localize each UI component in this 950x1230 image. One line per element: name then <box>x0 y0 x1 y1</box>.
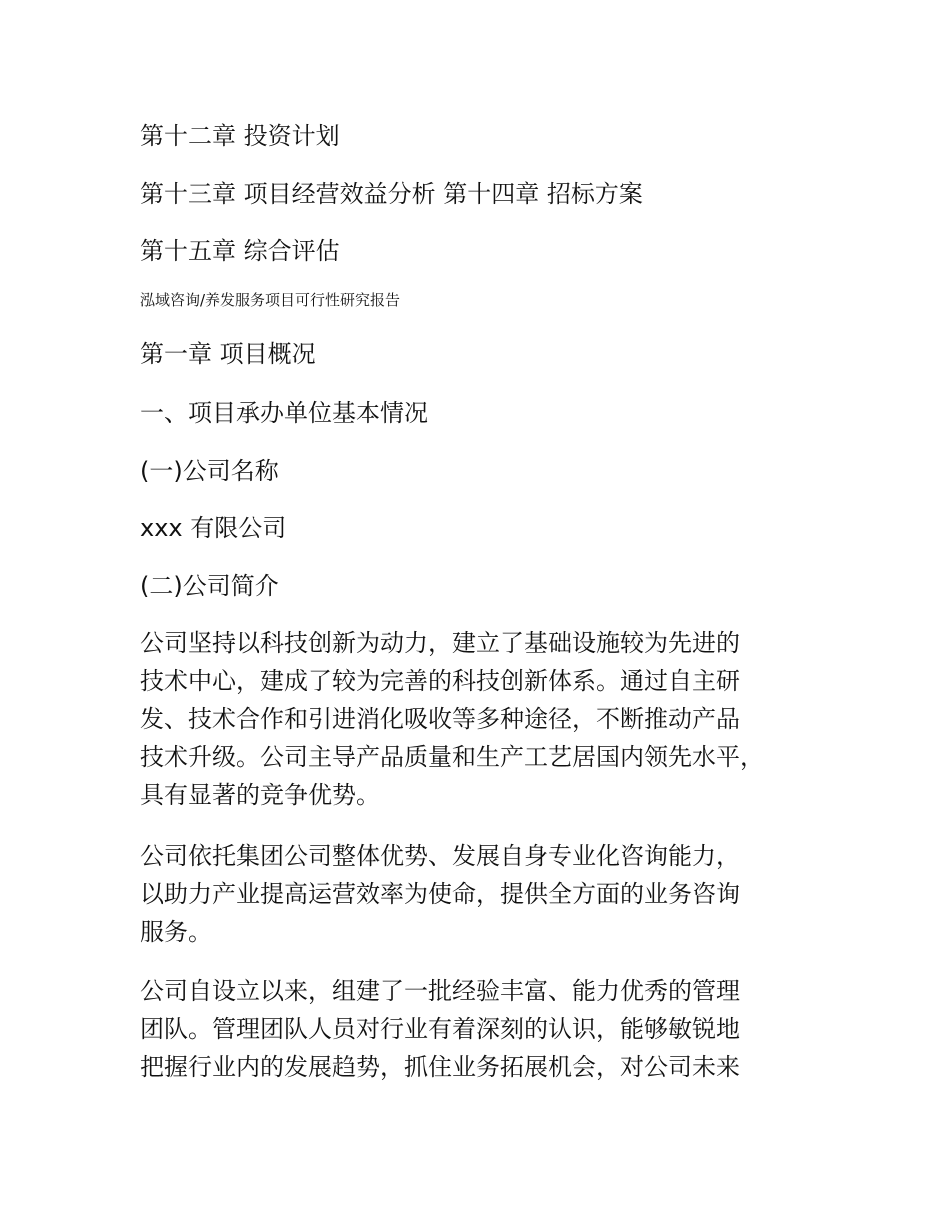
paragraph-line: 团队。管理团队人员对行业有着深刻的认识，能够敏锐地 <box>140 1015 740 1043</box>
subsection-company-profile-heading: (二)公司简介 <box>140 572 279 600</box>
paragraph-3 <box>140 972 820 1086</box>
paragraph-line: 把握行业内的发展趋势，抓住业务拓展机会，对公司未来 <box>140 1053 740 1081</box>
section-title: 一、项目承办单位基本情况 <box>140 399 428 427</box>
paragraph-2 <box>140 837 820 951</box>
paragraph-line: 公司坚持以科技创新为动力，建立了基础设施较为先进的 <box>140 629 740 657</box>
paragraph-line: 公司依托集团公司整体优势、发展自身专业化咨询能力， <box>140 842 740 870</box>
paragraph-1 <box>140 624 820 814</box>
paragraph-line: 发、技术合作和引进消化吸收等多种途径，不断推动产品 <box>140 705 740 733</box>
paragraph-line: 具有显著的竞争优势。 <box>140 781 380 809</box>
toc-line-chapter-12: 第十二章 投资计划 <box>140 122 340 150</box>
paragraph-line: 服务。 <box>140 918 212 946</box>
toc-line-chapter-15: 第十五章 综合评估 <box>140 237 340 265</box>
paragraph-line: 公司自设立以来，组建了一批经验丰富、能力优秀的管理 <box>140 977 740 1005</box>
paragraph-line: 技术升级。公司主导产品质量和生产工艺居国内领先水平， <box>140 743 764 771</box>
chapter-title: 第一章 项目概况 <box>140 340 316 368</box>
paragraph-line: 技术中心，建成了较为完善的科技创新体系。通过自主研 <box>140 667 740 695</box>
company-name: xxx 有限公司 <box>140 514 287 542</box>
running-header: 泓域咨询/养发服务项目可行性研究报告 <box>140 291 401 309</box>
subsection-company-name-heading: (一)公司名称 <box>140 457 279 485</box>
paragraph-line: 以助力产业提高运营效率为使命，提供全方面的业务咨询 <box>140 880 740 908</box>
toc-line-chapter-13-14: 第十三章 项目经营效益分析 第十四章 招标方案 <box>140 180 643 208</box>
